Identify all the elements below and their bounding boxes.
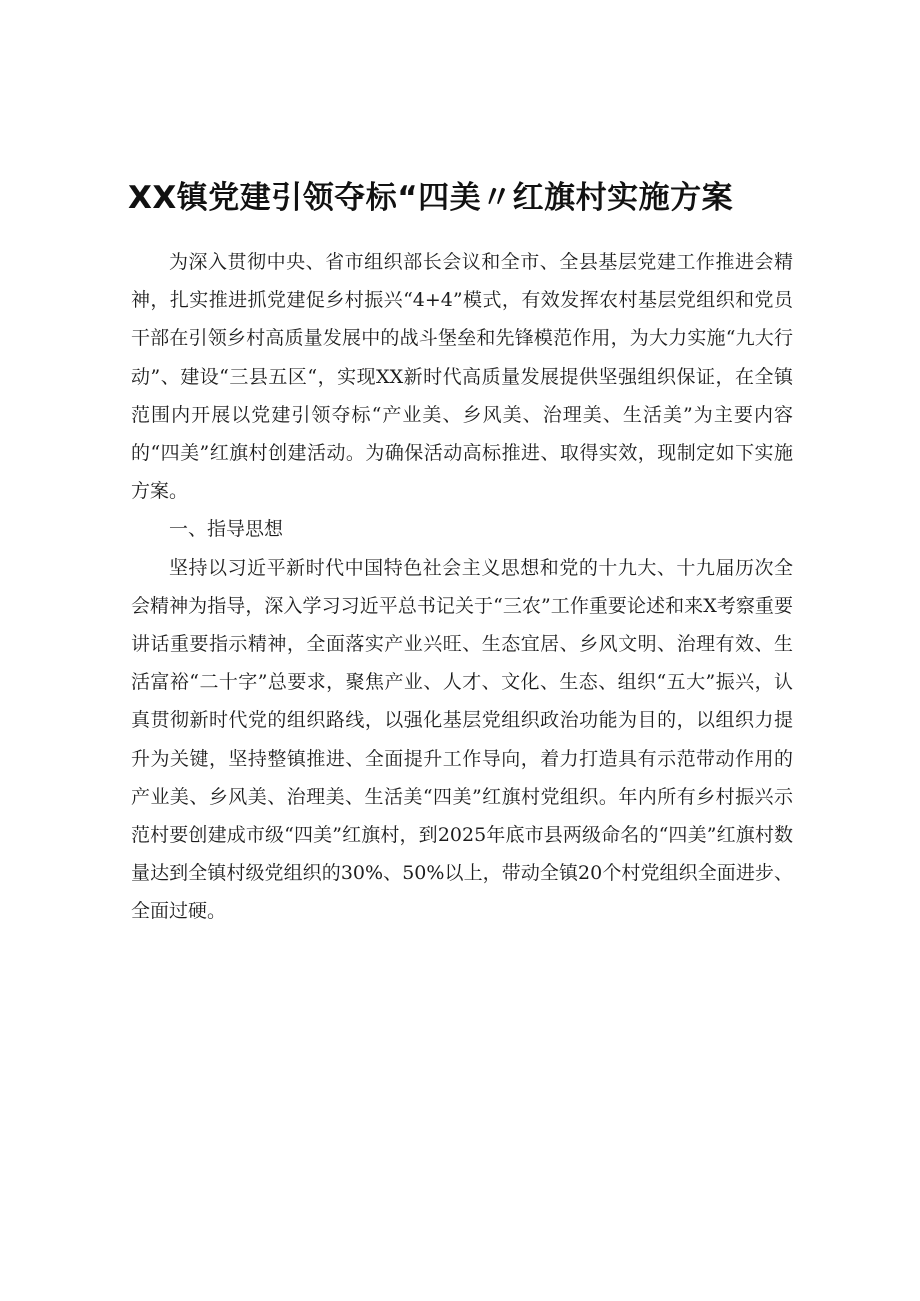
section-heading-guiding-ideology: 一、指导思想 bbox=[169, 518, 284, 541]
document-title: XX镇党建引领夺标“四美〃红旗村实施方案 bbox=[128, 180, 734, 216]
document-body bbox=[131, 243, 793, 931]
intro-paragraph: 为深入贯彻中央、省市组织部长会议和全市、全县基层党建工作推进会精神，扎实推进抓党建促乡村振兴“4+4”模式，有效发挥农村基层党组织和党员干部在引领乡村高质量发展中的战斗堡垒和先锋模范作用，为大力实施“九大行动”、建设“三县五区“，实现XX新时代高质量发展提供坚强组织保证，在全镇范围内开展以党建引领夺标“产业美、乡风美、治理美、生活美”为主要内容的“四美”红旗村创建活动。为确保活动高标推进、取得实效，现制定如下实施方案。 bbox=[131, 251, 793, 503]
guiding-ideology-paragraph: 坚持以习近平新时代中国特色社会主义思想和党的十九大、十九届历次全会精神为指导，深入学习习近平总书记关于“三农”工作重要论述和来X考察重要讲话重要指示精神，全面落实产业兴旺、生态宜居、乡风文明、治理有效、生活富裕“二十字”总要求，聚焦产业、人才、文化、生态、组织“五大”振兴，认真贯彻新时代党的组织路线，以强化基层党组织政治功能为目的，以组织力提升为关键，坚持整镇推进、全面提升工作导向，着力打造具有示范带动作用的产业美、乡风美、治理美、生活美“四美”红旗村党组织。年内所有乡村振兴示范村要创建成市级“四美”红旗村，到2025年底市县两级命名的“四美”红旗村数量达到全镇村级党组织的30%、50%以上，带动全镇20个村党组织全面进步、全面过硬。 bbox=[131, 556, 793, 923]
